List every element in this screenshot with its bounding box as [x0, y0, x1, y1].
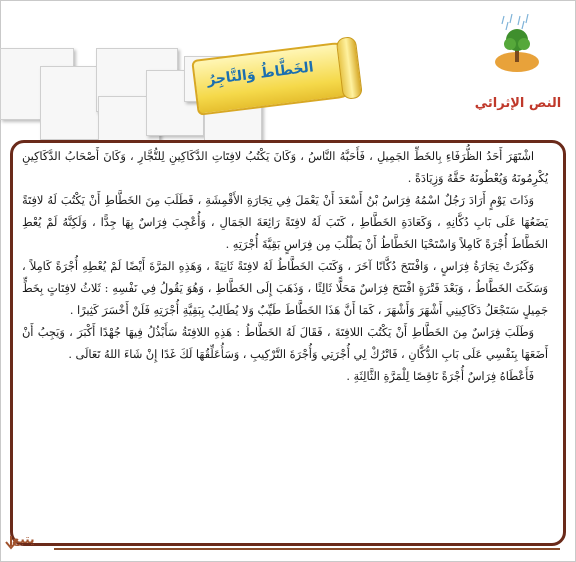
footer-divider — [54, 548, 560, 550]
paragraph: وَكَبُرَتْ تِجَارَةُ فِرَاسٍ ، وَافْتَتَحَ دُكَّانًا آخَرَ ، وَكَتَبَ الخَطَّاطُ لَهُ لافِتَةً ثَانِيَةً ، وَهَذِهِ المَرَّةَ أَيْضًا لَمْ يُعْطِهِ أُجْرَةً كَامِلاً ، وَسَكَتَ الخَطَّاطُ ، وَبَعْدَ فَتْرَةٍ افْتَتَحَ فِرَاسٌ مَحَلًّا ثَالِثًا ، وَذَهَبَ إِلَى الخَطَّاطِ ، وَهُوَ يَقُولُ فِي نَفْسِهِ : ثَلاثُ لافِتَاتٍ بِخَطٍّ جَمِيلٍ سَتَجْعَلُ دَكَاكِينِي أَشْهَرَ وَأَشْهَرَ ، كَمَا أَنَّ هَذَا الخَطَّاطَ طَيِّبٌ وَلا يُطَالِبُ بِبَقِيَّةِ أُجْرَتِهِ فَلَنْ أَخْسَرَ كَثِيرًا . — [22, 260, 548, 317]
continue-label[interactable]: يتبع — [12, 532, 35, 546]
section-label: النص الإثرائي — [474, 96, 562, 111]
paragraph: اشْتَهَرَ أَحَدُ الظُّرَفَاءِ بِالخَطِّ الجَمِيلِ ، فَأَحَبَّهُ النَّاسُ ، وَكَانَ يَكْتُبُ لافِتَاتِ الدَّكَاكِينِ لِلتُّجَّارِ ، وَكَانَ أَصْحَابُ الدَّكَاكِينِ يُكْرِمُونَهُ وَيُعْطُونَهُ حَقَّهُ وَزِيَادَةً . — [22, 150, 548, 185]
paragraph: وَطَلَبَ فِرَاسٌ مِنَ الخَطَّاطِ أَنْ يَكْتُبَ اللافِتَةَ ، فَقَالَ لَهُ الخَطَّاطُ : هَذِهِ اللافِتَةُ سَأَبْذُلُ فِيهَا جُهْدًا أَكْبَرَ ، وَيَجِبُ أَنْ أَضَعَهَا بِنَفْسِي عَلَى بَابِ الدُّكَّانِ ، فَاتْرُكْ لِي أُجْرَتِي وَأُجْرَةَ التَّرْكِيبِ ، وَسَأُعَلِّقُهَا لَكَ غَدًا إِنْ شَاءَ اللهُ تَعَالَى . — [22, 326, 548, 361]
page-title: الخَطَّاطُ وَالتَّاجِرُ — [206, 59, 315, 89]
story-text — [22, 146, 548, 388]
paragraph: فَأَعْطَاهُ فِرَاسٌ أُجْرَةً نَاقِصًا لِلْمَرَّةِ الثَّالِثَةِ . — [346, 370, 534, 383]
paragraph: وَذَاتَ يَوْمٍ أَرَادَ رَجُلٌ اسْمُهُ فِرَاسُ بْنُ أَسْعَدَ أَنْ يَعْمَلَ فِي تِجَارَةِ الأَقْمِشَةِ ، فَطَلَبَ مِنَ الخَطَّاطِ أَنْ يَكْتُبَ لَهُ لافِتَةً يَضَعُهَا عَلَى بَابِ دُكَّانِهِ ، وَكَعَادَةِ الخَطَّاطِ ، كَتَبَ لَهُ لافِتَةً رَائِعَةَ الجَمَالِ ، وَأُعْجِبَ فِرَاسٌ بِهَا جِدًّا ، وَلَكِنَّهُ لَمْ يُعْطِ الخَطَّاطَ أُجْرَةً كَامِلاً وَاسْتَحْيَا الخَطَّاطُ أَنْ يَطْلُبَ مِن فِرَاسٍ بَقِيَّةَ أُجْرَتِهِ . — [22, 194, 548, 251]
tree-rain-icon — [492, 14, 542, 74]
